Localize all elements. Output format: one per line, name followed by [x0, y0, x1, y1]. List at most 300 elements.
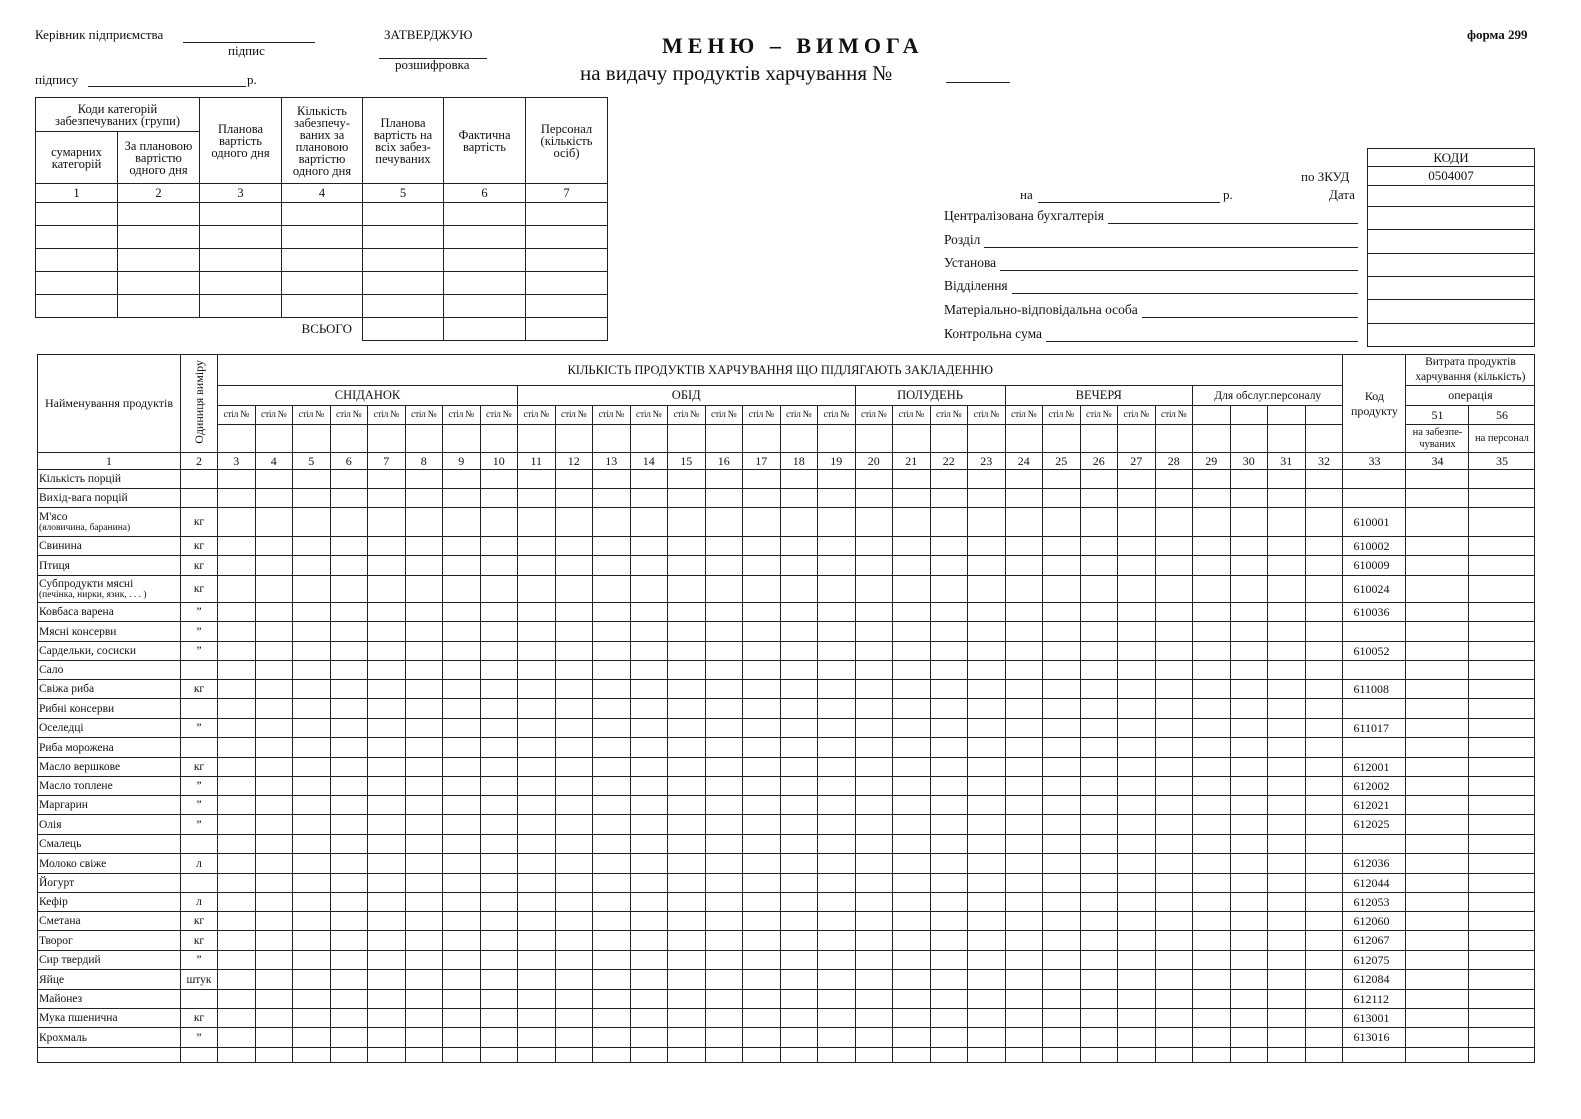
qty-cell[interactable]: [330, 556, 368, 576]
qty-cell[interactable]: [930, 699, 968, 719]
qty-cell[interactable]: [705, 470, 743, 489]
cost-cell[interactable]: [363, 203, 444, 226]
qty-cell[interactable]: [968, 758, 1006, 777]
qty-cell[interactable]: [1005, 758, 1043, 777]
qty-cell[interactable]: [1043, 661, 1081, 680]
qty-cell[interactable]: [1305, 508, 1343, 537]
qty-cell[interactable]: [218, 777, 256, 796]
qty-cell[interactable]: [893, 758, 931, 777]
qty-cell[interactable]: [968, 1009, 1006, 1028]
qty-cell[interactable]: [1118, 1009, 1156, 1028]
qty-cell[interactable]: [968, 874, 1006, 893]
qty-cell[interactable]: [1193, 699, 1231, 719]
qty-cell[interactable]: [443, 854, 481, 874]
qty-cell[interactable]: [518, 777, 556, 796]
qty-cell[interactable]: [443, 990, 481, 1009]
qty-cell[interactable]: [405, 796, 443, 815]
qty-cell[interactable]: [1268, 912, 1306, 931]
qty-cell[interactable]: [893, 951, 931, 970]
qty-cell[interactable]: [293, 815, 331, 835]
cost-cell[interactable]: [526, 226, 608, 249]
qty-cell[interactable]: [480, 931, 518, 951]
total-cell[interactable]: [444, 318, 526, 341]
qty-cell[interactable]: [330, 990, 368, 1009]
qty-cell[interactable]: [1118, 990, 1156, 1009]
qty-cell[interactable]: [930, 951, 968, 970]
table-number-cell[interactable]: [518, 425, 556, 453]
qty-cell[interactable]: [1005, 622, 1043, 642]
qty-cell[interactable]: [855, 699, 893, 719]
qty-cell[interactable]: [1155, 661, 1193, 680]
qty-cell[interactable]: [1155, 680, 1193, 699]
qty-cell[interactable]: [518, 1048, 556, 1063]
qty-cell[interactable]: [368, 796, 406, 815]
qty-cell[interactable]: [1193, 738, 1231, 758]
total-cell[interactable]: [363, 318, 444, 341]
qty-cell[interactable]: [818, 796, 856, 815]
qty-cell[interactable]: [293, 777, 331, 796]
document-number-line[interactable]: [946, 62, 1010, 83]
qty-cell[interactable]: [1080, 990, 1118, 1009]
qty-cell[interactable]: [1155, 931, 1193, 951]
qty-cell[interactable]: [593, 1048, 631, 1063]
qty-cell[interactable]: [630, 758, 668, 777]
qty-cell[interactable]: [443, 642, 481, 661]
qty-cell[interactable]: [593, 931, 631, 951]
qty-cell[interactable]: [405, 680, 443, 699]
qty-cell[interactable]: [593, 719, 631, 738]
consumption-cell[interactable]: [1469, 854, 1535, 874]
qty-cell[interactable]: [255, 854, 293, 874]
qty-cell[interactable]: [930, 931, 968, 951]
qty-cell[interactable]: [1193, 912, 1231, 931]
qty-cell[interactable]: [405, 622, 443, 642]
qty-cell[interactable]: [218, 680, 256, 699]
qty-cell[interactable]: [1268, 1028, 1306, 1048]
qty-cell[interactable]: [1005, 970, 1043, 990]
qty-cell[interactable]: [743, 738, 781, 758]
institution-code-cell[interactable]: [1368, 254, 1535, 277]
qty-cell[interactable]: [705, 854, 743, 874]
qty-cell[interactable]: [293, 719, 331, 738]
qty-cell[interactable]: [1305, 576, 1343, 603]
qty-cell[interactable]: [330, 699, 368, 719]
qty-cell[interactable]: [743, 719, 781, 738]
qty-cell[interactable]: [1005, 815, 1043, 835]
qty-cell[interactable]: [293, 738, 331, 758]
qty-cell[interactable]: [405, 489, 443, 508]
qty-cell[interactable]: [1005, 680, 1043, 699]
cost-cell[interactable]: [36, 203, 118, 226]
qty-cell[interactable]: [780, 489, 818, 508]
consumption-cell[interactable]: [1469, 796, 1535, 815]
qty-cell[interactable]: [705, 796, 743, 815]
cost-cell[interactable]: [118, 249, 200, 272]
qty-cell[interactable]: [705, 1028, 743, 1048]
qty-cell[interactable]: [405, 603, 443, 622]
table-number-cell[interactable]: [293, 425, 331, 453]
qty-cell[interactable]: [1043, 537, 1081, 556]
qty-cell[interactable]: [480, 796, 518, 815]
qty-cell[interactable]: [293, 758, 331, 777]
cost-cell[interactable]: [118, 226, 200, 249]
qty-cell[interactable]: [1005, 1009, 1043, 1028]
qty-cell[interactable]: [968, 1048, 1006, 1063]
qty-cell[interactable]: [780, 556, 818, 576]
qty-cell[interactable]: [518, 622, 556, 642]
qty-cell[interactable]: [705, 1048, 743, 1063]
qty-cell[interactable]: [555, 990, 593, 1009]
qty-cell[interactable]: [1155, 537, 1193, 556]
qty-cell[interactable]: [1155, 1009, 1193, 1028]
qty-cell[interactable]: [855, 1009, 893, 1028]
qty-cell[interactable]: [1118, 758, 1156, 777]
qty-cell[interactable]: [1118, 970, 1156, 990]
qty-cell[interactable]: [780, 970, 818, 990]
qty-cell[interactable]: [555, 508, 593, 537]
on-date-line[interactable]: [1038, 188, 1220, 203]
consumption-cell[interactable]: [1406, 758, 1469, 777]
qty-cell[interactable]: [1268, 990, 1306, 1009]
qty-cell[interactable]: [1005, 576, 1043, 603]
qty-cell[interactable]: [405, 777, 443, 796]
qty-cell[interactable]: [630, 576, 668, 603]
qty-cell[interactable]: [893, 537, 931, 556]
qty-cell[interactable]: [1305, 680, 1343, 699]
cost-cell[interactable]: [282, 295, 363, 318]
qty-cell[interactable]: [368, 661, 406, 680]
qty-cell[interactable]: [893, 796, 931, 815]
qty-cell[interactable]: [780, 990, 818, 1009]
qty-cell[interactable]: [518, 470, 556, 489]
qty-cell[interactable]: [855, 603, 893, 622]
qty-cell[interactable]: [968, 470, 1006, 489]
qty-cell[interactable]: [555, 489, 593, 508]
qty-cell[interactable]: [1268, 854, 1306, 874]
qty-cell[interactable]: [368, 738, 406, 758]
qty-cell[interactable]: [630, 854, 668, 874]
qty-cell[interactable]: [293, 874, 331, 893]
qty-cell[interactable]: [555, 680, 593, 699]
qty-cell[interactable]: [968, 489, 1006, 508]
qty-cell[interactable]: [855, 556, 893, 576]
qty-cell[interactable]: [855, 508, 893, 537]
qty-cell[interactable]: [405, 1009, 443, 1028]
qty-cell[interactable]: [330, 1048, 368, 1063]
qty-cell[interactable]: [218, 970, 256, 990]
qty-cell[interactable]: [1193, 556, 1231, 576]
qty-cell[interactable]: [443, 815, 481, 835]
qty-cell[interactable]: [818, 556, 856, 576]
qty-cell[interactable]: [1080, 738, 1118, 758]
qty-cell[interactable]: [293, 951, 331, 970]
qty-cell[interactable]: [1193, 537, 1231, 556]
table-number-cell[interactable]: [1305, 425, 1343, 453]
qty-cell[interactable]: [218, 699, 256, 719]
qty-cell[interactable]: [443, 951, 481, 970]
qty-cell[interactable]: [630, 537, 668, 556]
qty-cell[interactable]: [555, 738, 593, 758]
qty-cell[interactable]: [1193, 661, 1231, 680]
qty-cell[interactable]: [1043, 1009, 1081, 1028]
qty-cell[interactable]: [1230, 738, 1268, 758]
qty-cell[interactable]: [593, 874, 631, 893]
qty-cell[interactable]: [330, 576, 368, 603]
table-number-cell[interactable]: [855, 425, 893, 453]
qty-cell[interactable]: [630, 796, 668, 815]
qty-cell[interactable]: [593, 951, 631, 970]
qty-cell[interactable]: [1080, 815, 1118, 835]
qty-cell[interactable]: [443, 470, 481, 489]
qty-cell[interactable]: [1268, 815, 1306, 835]
qty-cell[interactable]: [368, 970, 406, 990]
qty-cell[interactable]: [780, 854, 818, 874]
qty-cell[interactable]: [705, 622, 743, 642]
qty-cell[interactable]: [593, 777, 631, 796]
qty-cell[interactable]: [818, 719, 856, 738]
qty-cell[interactable]: [1305, 738, 1343, 758]
qty-cell[interactable]: [368, 1028, 406, 1048]
qty-cell[interactable]: [668, 1009, 706, 1028]
qty-cell[interactable]: [780, 1028, 818, 1048]
qty-cell[interactable]: [743, 508, 781, 537]
consumption-cell[interactable]: [1469, 508, 1535, 537]
qty-cell[interactable]: [593, 990, 631, 1009]
qty-cell[interactable]: [1305, 951, 1343, 970]
qty-cell[interactable]: [555, 556, 593, 576]
table-number-cell[interactable]: [443, 425, 481, 453]
qty-cell[interactable]: [1305, 970, 1343, 990]
qty-cell[interactable]: [1043, 758, 1081, 777]
qty-cell[interactable]: [630, 931, 668, 951]
qty-cell[interactable]: [480, 699, 518, 719]
qty-cell[interactable]: [293, 931, 331, 951]
qty-cell[interactable]: [705, 661, 743, 680]
consumption-cell[interactable]: [1406, 951, 1469, 970]
qty-cell[interactable]: [480, 815, 518, 835]
qty-cell[interactable]: [743, 874, 781, 893]
qty-cell[interactable]: [1230, 912, 1268, 931]
cost-cell[interactable]: [444, 203, 526, 226]
qty-cell[interactable]: [443, 508, 481, 537]
qty-cell[interactable]: [705, 537, 743, 556]
qty-cell[interactable]: [555, 951, 593, 970]
qty-cell[interactable]: [780, 738, 818, 758]
qty-cell[interactable]: [968, 796, 1006, 815]
qty-cell[interactable]: [1080, 556, 1118, 576]
qty-cell[interactable]: [405, 470, 443, 489]
qty-cell[interactable]: [1155, 642, 1193, 661]
qty-cell[interactable]: [330, 661, 368, 680]
qty-cell[interactable]: [1230, 990, 1268, 1009]
qty-cell[interactable]: [1230, 893, 1268, 912]
qty-cell[interactable]: [405, 835, 443, 854]
qty-cell[interactable]: [1043, 719, 1081, 738]
qty-cell[interactable]: [630, 874, 668, 893]
consumption-cell[interactable]: [1469, 489, 1535, 508]
qty-cell[interactable]: [255, 815, 293, 835]
qty-cell[interactable]: [480, 854, 518, 874]
qty-cell[interactable]: [1043, 470, 1081, 489]
qty-cell[interactable]: [443, 1048, 481, 1063]
qty-cell[interactable]: [593, 912, 631, 931]
qty-cell[interactable]: [780, 835, 818, 854]
qty-cell[interactable]: [1155, 556, 1193, 576]
qty-cell[interactable]: [1080, 893, 1118, 912]
qty-cell[interactable]: [855, 537, 893, 556]
qty-cell[interactable]: [818, 874, 856, 893]
consumption-cell[interactable]: [1469, 874, 1535, 893]
qty-cell[interactable]: [443, 1028, 481, 1048]
qty-cell[interactable]: [555, 1048, 593, 1063]
qty-cell[interactable]: [368, 990, 406, 1009]
qty-cell[interactable]: [1268, 642, 1306, 661]
qty-cell[interactable]: [293, 835, 331, 854]
qty-cell[interactable]: [930, 854, 968, 874]
qty-cell[interactable]: [705, 603, 743, 622]
qty-cell[interactable]: [255, 489, 293, 508]
qty-cell[interactable]: [1043, 815, 1081, 835]
qty-cell[interactable]: [593, 835, 631, 854]
qty-cell[interactable]: [518, 642, 556, 661]
qty-cell[interactable]: [1005, 738, 1043, 758]
qty-cell[interactable]: [1005, 642, 1043, 661]
table-number-cell[interactable]: [743, 425, 781, 453]
qty-cell[interactable]: [1043, 508, 1081, 537]
qty-cell[interactable]: [405, 854, 443, 874]
qty-cell[interactable]: [668, 576, 706, 603]
qty-cell[interactable]: [780, 1009, 818, 1028]
responsible-person-field[interactable]: [944, 302, 1358, 318]
qty-cell[interactable]: [780, 893, 818, 912]
qty-cell[interactable]: [1305, 796, 1343, 815]
qty-cell[interactable]: [1305, 758, 1343, 777]
qty-cell[interactable]: [1305, 699, 1343, 719]
qty-cell[interactable]: [930, 489, 968, 508]
qty-cell[interactable]: [1043, 893, 1081, 912]
qty-cell[interactable]: [1080, 508, 1118, 537]
qty-cell[interactable]: [555, 777, 593, 796]
qty-cell[interactable]: [405, 556, 443, 576]
qty-cell[interactable]: [855, 758, 893, 777]
qty-cell[interactable]: [255, 603, 293, 622]
qty-cell[interactable]: [555, 796, 593, 815]
consumption-cell[interactable]: [1406, 835, 1469, 854]
qty-cell[interactable]: [593, 661, 631, 680]
qty-cell[interactable]: [443, 758, 481, 777]
qty-cell[interactable]: [255, 893, 293, 912]
qty-cell[interactable]: [818, 576, 856, 603]
qty-cell[interactable]: [1155, 970, 1193, 990]
qty-cell[interactable]: [818, 854, 856, 874]
qty-cell[interactable]: [855, 990, 893, 1009]
qty-cell[interactable]: [330, 796, 368, 815]
qty-cell[interactable]: [1043, 951, 1081, 970]
qty-cell[interactable]: [293, 1048, 331, 1063]
qty-cell[interactable]: [893, 603, 931, 622]
qty-cell[interactable]: [818, 912, 856, 931]
qty-cell[interactable]: [1005, 1028, 1043, 1048]
qty-cell[interactable]: [1193, 835, 1231, 854]
qty-cell[interactable]: [930, 777, 968, 796]
qty-cell[interactable]: [1118, 931, 1156, 951]
qty-cell[interactable]: [1155, 719, 1193, 738]
qty-cell[interactable]: [855, 777, 893, 796]
qty-cell[interactable]: [480, 537, 518, 556]
consumption-cell[interactable]: [1406, 1009, 1469, 1028]
qty-cell[interactable]: [293, 622, 331, 642]
qty-cell[interactable]: [705, 970, 743, 990]
qty-cell[interactable]: [668, 603, 706, 622]
qty-cell[interactable]: [1155, 738, 1193, 758]
qty-cell[interactable]: [1305, 556, 1343, 576]
qty-cell[interactable]: [855, 931, 893, 951]
table-number-cell[interactable]: [1193, 425, 1231, 453]
qty-cell[interactable]: [255, 537, 293, 556]
qty-cell[interactable]: [668, 874, 706, 893]
qty-cell[interactable]: [630, 1048, 668, 1063]
qty-cell[interactable]: [1305, 661, 1343, 680]
qty-cell[interactable]: [1305, 912, 1343, 931]
qty-cell[interactable]: [255, 796, 293, 815]
qty-cell[interactable]: [630, 470, 668, 489]
qty-cell[interactable]: [1230, 777, 1268, 796]
qty-cell[interactable]: [668, 796, 706, 815]
qty-cell[interactable]: [668, 854, 706, 874]
qty-cell[interactable]: [293, 893, 331, 912]
qty-cell[interactable]: [968, 912, 1006, 931]
qty-cell[interactable]: [368, 874, 406, 893]
qty-cell[interactable]: [1268, 622, 1306, 642]
qty-cell[interactable]: [1230, 622, 1268, 642]
qty-cell[interactable]: [293, 661, 331, 680]
qty-cell[interactable]: [518, 680, 556, 699]
qty-cell[interactable]: [668, 622, 706, 642]
qty-cell[interactable]: [593, 489, 631, 508]
qty-cell[interactable]: [1268, 508, 1306, 537]
qty-cell[interactable]: [1080, 603, 1118, 622]
table-number-cell[interactable]: [1155, 425, 1193, 453]
qty-cell[interactable]: [555, 912, 593, 931]
qty-cell[interactable]: [368, 603, 406, 622]
qty-cell[interactable]: [293, 489, 331, 508]
qty-cell[interactable]: [330, 758, 368, 777]
qty-cell[interactable]: [255, 1028, 293, 1048]
qty-cell[interactable]: [518, 874, 556, 893]
qty-cell[interactable]: [368, 815, 406, 835]
qty-cell[interactable]: [405, 951, 443, 970]
qty-cell[interactable]: [818, 489, 856, 508]
qty-cell[interactable]: [1230, 680, 1268, 699]
qty-cell[interactable]: [293, 796, 331, 815]
qty-cell[interactable]: [930, 893, 968, 912]
qty-cell[interactable]: [1118, 470, 1156, 489]
consumption-cell[interactable]: [1469, 990, 1535, 1009]
qty-cell[interactable]: [968, 738, 1006, 758]
consumption-cell[interactable]: [1406, 893, 1469, 912]
qty-cell[interactable]: [255, 719, 293, 738]
qty-cell[interactable]: [968, 777, 1006, 796]
qty-cell[interactable]: [293, 699, 331, 719]
qty-cell[interactable]: [893, 719, 931, 738]
qty-cell[interactable]: [443, 622, 481, 642]
qty-cell[interactable]: [1005, 990, 1043, 1009]
qty-cell[interactable]: [368, 470, 406, 489]
qty-cell[interactable]: [368, 680, 406, 699]
qty-cell[interactable]: [705, 1009, 743, 1028]
qty-cell[interactable]: [1268, 680, 1306, 699]
qty-cell[interactable]: [968, 931, 1006, 951]
